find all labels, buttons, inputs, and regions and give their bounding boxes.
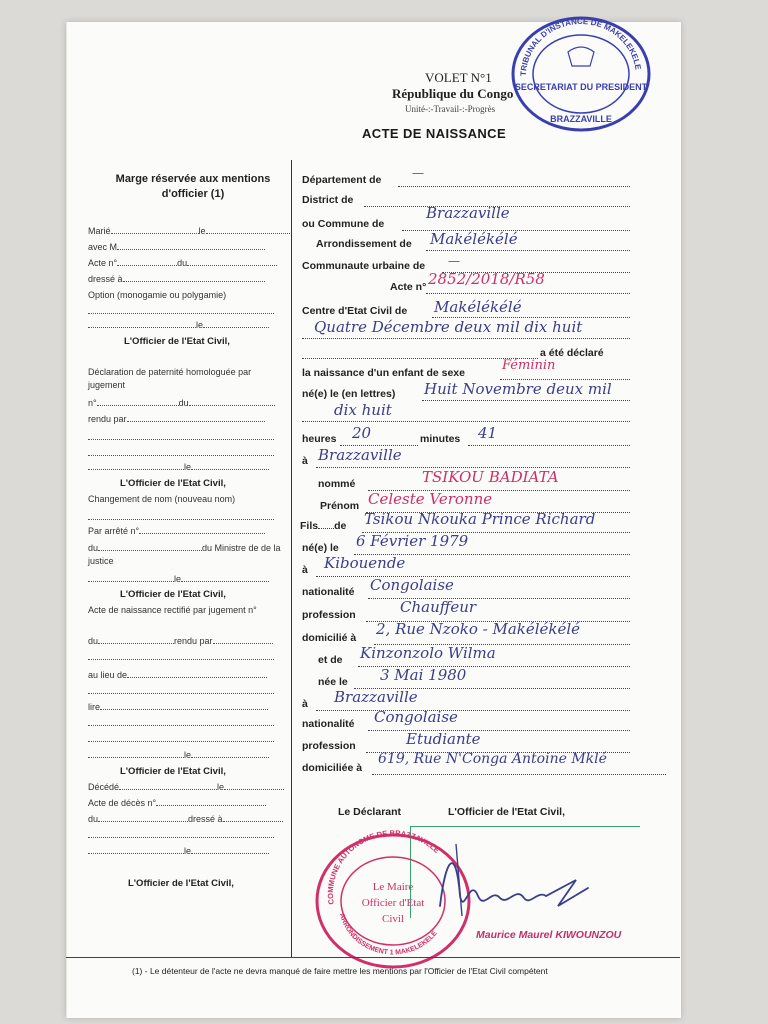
declared-label: a été déclaré [540, 347, 604, 359]
pere-a-value: Kibouende [324, 554, 406, 572]
stamp-center-text: SECRETARIAT DU PRESIDENT [514, 82, 648, 92]
motto-label: Unité-:-Travail-:-Progrès [405, 104, 496, 114]
sexe-label: la naissance d'un enfant de sexe [302, 367, 465, 379]
margin-le-row-4: le [88, 750, 269, 760]
margin-le-label: le [198, 226, 206, 236]
margin-dresse-row [88, 274, 265, 284]
pere-ne-le-value: 6 Février 1979 [356, 532, 469, 550]
pere-domicile-value: 2, Rue Nzoko - Makélékélé [376, 620, 581, 638]
mere-nee-le-value: 3 Mai 1980 [380, 666, 467, 684]
fils-label: Fils de [300, 520, 347, 532]
arrondissement-label: Arrondissement de [316, 238, 412, 250]
centre-value: Makélékélé [434, 298, 522, 316]
departement-line [398, 186, 630, 187]
document-title: ACTE DE NAISSANCE [362, 126, 507, 141]
margin-changement-label: Changement de nom (nouveau nom) [88, 494, 236, 504]
lieu-value: Brazzaville [318, 446, 402, 464]
mayor-stamp-line2: Officier d'Etat [361, 897, 425, 909]
ne-le-line [422, 400, 630, 401]
ne-le-value-2: dix huit [334, 401, 392, 419]
margin-ministre-row: du du Ministre de de la justice [88, 543, 281, 566]
prenom-value: Celeste Veronne [368, 490, 493, 508]
pere-a-line [316, 576, 630, 577]
pere-nationalite-label: nationalité [302, 586, 355, 598]
margin-blank-line [88, 837, 274, 838]
margin-au-lieu-row: au lieu de [88, 670, 267, 680]
margin-rectifie-label: Acte de naissance rectifié par jugement n° [88, 605, 257, 615]
margin-le-row-1: le [88, 320, 269, 330]
mere-a-label: à [302, 698, 308, 710]
minutes-line [468, 445, 630, 446]
pere-a-label: à [302, 564, 308, 576]
margin-marie-label: Marié [88, 226, 111, 236]
column-divider [291, 160, 292, 958]
pere-profession-label: profession [302, 609, 356, 621]
margin-decede-row: Décédé le [88, 782, 284, 792]
margin-marie-row [88, 226, 290, 236]
officier-signature-label: L'Officier de l'Etat Civil, [448, 806, 566, 818]
ne-le-value: Huit Novembre deux mil [424, 380, 612, 398]
district-label: District de [302, 194, 354, 206]
margin-acte-label: Acte n° [88, 258, 118, 268]
mere-profession-label: profession [302, 740, 356, 752]
margin-option-dots [88, 306, 274, 316]
signature-frame-line [410, 826, 640, 827]
commune-value: Brazzaville [426, 204, 510, 222]
departement-value: — [412, 166, 424, 180]
margin-officer-2: L'Officier de l'Etat Civil, [120, 478, 226, 489]
sexe-value: Féminin [502, 358, 556, 373]
mere-nationalite-label: nationalité [302, 718, 355, 730]
margin-officer-1: L'Officier de l'Etat Civil, [124, 336, 230, 347]
margin-dresse-label: dressé à [88, 274, 123, 284]
republic-label: République du Congo [392, 86, 514, 101]
lieu-label: à [302, 455, 308, 467]
centre-label: Centre d'Etat Civil de [302, 305, 408, 317]
pere-ne-le-label: né(e) le [302, 542, 339, 554]
margin-no-row: n° du [88, 398, 275, 408]
mayor-stamp-arc-text: COMMUNE AUTONOME DE BRAZZAVILLE [325, 830, 442, 906]
declaration-date-line [302, 338, 630, 339]
mere-domicile-value: 619, Rue N'Conga Antoine Mklé [378, 751, 607, 767]
margin-le-row-3: le [88, 574, 269, 584]
mere-nee-le-label: née le [318, 676, 348, 688]
margin-lire-row: lire [88, 702, 268, 712]
mayor-stamp-line3: Civil [381, 913, 405, 925]
nom-label: nommé [318, 478, 356, 490]
margin-blank-line [88, 439, 274, 440]
declarant-label: Le Déclarant [338, 806, 402, 818]
margin-acte-deces-row: Acte de décès n° [88, 798, 266, 808]
tribunal-stamp [508, 12, 654, 134]
officer-signature [426, 836, 606, 932]
pere-profession-value: Chauffeur [400, 598, 477, 616]
footnote: (1) - Le détenteur de l'acte ne devra manqué de faire mettre les mentions par l'Officier de l'Etat Civil compétent [132, 966, 548, 976]
margin-du-label: du [177, 258, 188, 268]
stamp-bottom-text: BRAZZAVILLE [550, 114, 612, 124]
margin-officer-3: L'Officier de l'Etat Civil, [120, 589, 226, 600]
margin-blank-line [88, 659, 274, 660]
communaute-label: Communaute urbaine de [302, 260, 426, 272]
acte-no-value: 2852/2018/R58 [428, 270, 545, 288]
declaration-date-value: Quatre Décembre deux mil dix huit [314, 318, 583, 336]
margin-dresse-row-2: du dressé à [88, 814, 283, 824]
margin-arrete-row: Par arrêté n° [88, 526, 265, 536]
margin-option-label: Option (monogamie ou polygamie) [88, 290, 227, 300]
arrondissement-value: Makélékélé [430, 230, 518, 248]
minutes-label: minutes [420, 433, 461, 445]
mayor-stamp-line1: Le Maire [372, 881, 414, 893]
mere-profession-value: Etudiante [406, 730, 481, 748]
mere-nationalite-value: Congolaise [374, 708, 458, 726]
mere-domicile-label: domiciliée à [302, 762, 363, 774]
margin-officer-5: L'Officier de l'Etat Civil, [128, 878, 234, 889]
acte-no-line [426, 293, 630, 294]
footer-divider [66, 957, 680, 958]
margin-blank-line [88, 741, 274, 742]
margin-blank-line [88, 519, 274, 520]
stamp-arc-text: TRIBUNAL D'INSTANCE DE MAKELEKELE [518, 16, 643, 77]
margin-acte-row [88, 258, 277, 268]
mere-value: Kinzonzolo Wilma [360, 644, 496, 662]
departement-label: Département de [302, 174, 382, 186]
margin-rendu-row: rendu par [88, 414, 265, 424]
heures-value: 20 [352, 424, 372, 442]
margin-avec-label: avec M [88, 242, 118, 252]
communaute-value: — [448, 254, 460, 268]
minutes-value: 41 [478, 424, 498, 442]
margin-declaration-label: Déclaration de paternité homologuée par jugement [88, 367, 252, 390]
ne-le-label: né(e) le (en lettres) [302, 388, 396, 400]
pere-domicile-label: domicilié à [302, 632, 357, 644]
mere-label: et de [318, 654, 343, 666]
margin-blank-line [88, 693, 274, 694]
margin-rendu-row-2: du rendu par [88, 636, 273, 646]
prenom-label: Prénom [320, 500, 360, 512]
pere-nationalite-value: Congolaise [370, 576, 454, 594]
commune-label: ou Commune de [302, 218, 385, 230]
nom-value: TSIKOU BADIATA [422, 468, 559, 486]
mere-domicile-line [372, 774, 666, 775]
margin-le-row-2: le [88, 462, 269, 472]
acte-no-label: Acte n° [390, 281, 427, 293]
mere-a-value: Brazzaville [334, 688, 418, 706]
svg-text:COMMUNE AUTONOME DE BRAZZAVILL [326, 830, 441, 905]
margin-le-row-5: le [88, 846, 269, 856]
mere-a-line [316, 710, 630, 711]
volet-label: VOLET N°1 [425, 70, 492, 85]
heures-label: heures [302, 433, 337, 445]
margin-avec-row [88, 242, 265, 252]
margin-blank-line [88, 725, 274, 726]
margin-officer-4: L'Officier de l'Etat Civil, [120, 766, 226, 777]
ne-le-line-2 [302, 421, 630, 422]
margin-blank-line [88, 455, 274, 456]
mayor-stamp-bottom-text: ARRONDISSEMENT 1 MAKELEKELE [337, 912, 439, 957]
mayor-name: Maurice Maurel KIWOUNZOU [476, 929, 622, 941]
margin-title: Marge réservée aux mentions d'officier (1) [115, 173, 271, 200]
arrondissement-line [426, 250, 630, 251]
fils-value: Tsikou Nkouka Prince Richard [364, 510, 596, 528]
